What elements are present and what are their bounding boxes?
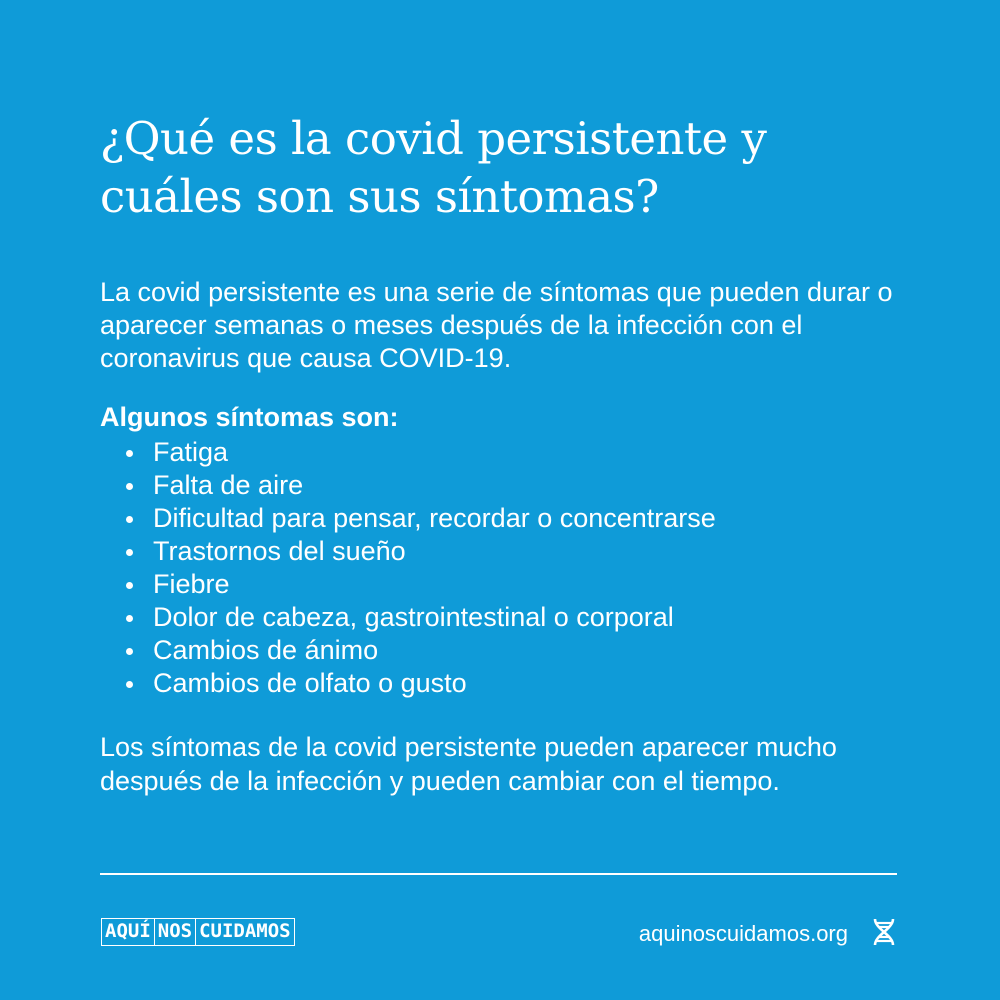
logo-word: AQUÍ xyxy=(105,920,151,942)
bullet-icon xyxy=(126,648,133,655)
bullet-icon xyxy=(126,549,133,556)
symptom-text: Fiebre xyxy=(153,569,230,599)
page-title: ¿Qué es la covid persistente y cuáles son sus síntomas? xyxy=(100,112,767,223)
list-item xyxy=(100,667,920,700)
symptom-text: Cambios de ánimo xyxy=(153,635,379,665)
logo-word: CUIDAMOS xyxy=(195,919,294,945)
symptom-text: Falta de aire xyxy=(153,470,304,500)
list-item xyxy=(100,601,920,634)
list-item xyxy=(100,535,920,568)
logo-word: NOS xyxy=(154,919,195,945)
bullet-icon xyxy=(126,615,133,622)
symptom-text: Trastornos del sueño xyxy=(153,536,406,566)
bullet-icon xyxy=(126,582,133,589)
intro-paragraph: La covid persistente es una serie de síntomas que pueden durar o aparecer semanas o meses después de la infección con el coronavirus que causa COVID-19. xyxy=(100,277,893,373)
symptoms-heading: Algunos síntomas son: xyxy=(100,402,399,432)
list-item xyxy=(100,469,920,502)
symptom-text: Dolor de cabeza, gastrointestinal o corporal xyxy=(153,602,674,632)
bullet-icon xyxy=(126,681,133,688)
symptom-text: Cambios de olfato o gusto xyxy=(153,668,467,698)
brand-logo xyxy=(101,918,295,946)
list-item xyxy=(100,634,920,667)
website-link[interactable]: aquinoscuidamos.org xyxy=(638,921,848,946)
list-item xyxy=(100,436,920,469)
bullet-icon xyxy=(126,483,133,490)
bullet-icon xyxy=(126,450,133,457)
bullet-icon xyxy=(126,516,133,523)
divider xyxy=(100,873,897,875)
symptom-text: Fatiga xyxy=(153,437,229,467)
dna-icon xyxy=(870,917,898,947)
list-item xyxy=(100,568,920,601)
closing-paragraph: Los síntomas de la covid persistente pueden aparecer mucho después de la infección y pueden cambiar con el tiempo. xyxy=(100,732,837,796)
symptom-text: Dificultad para pensar, recordar o concentrarse xyxy=(153,503,716,533)
list-item xyxy=(100,502,920,535)
symptom-list xyxy=(100,436,920,700)
